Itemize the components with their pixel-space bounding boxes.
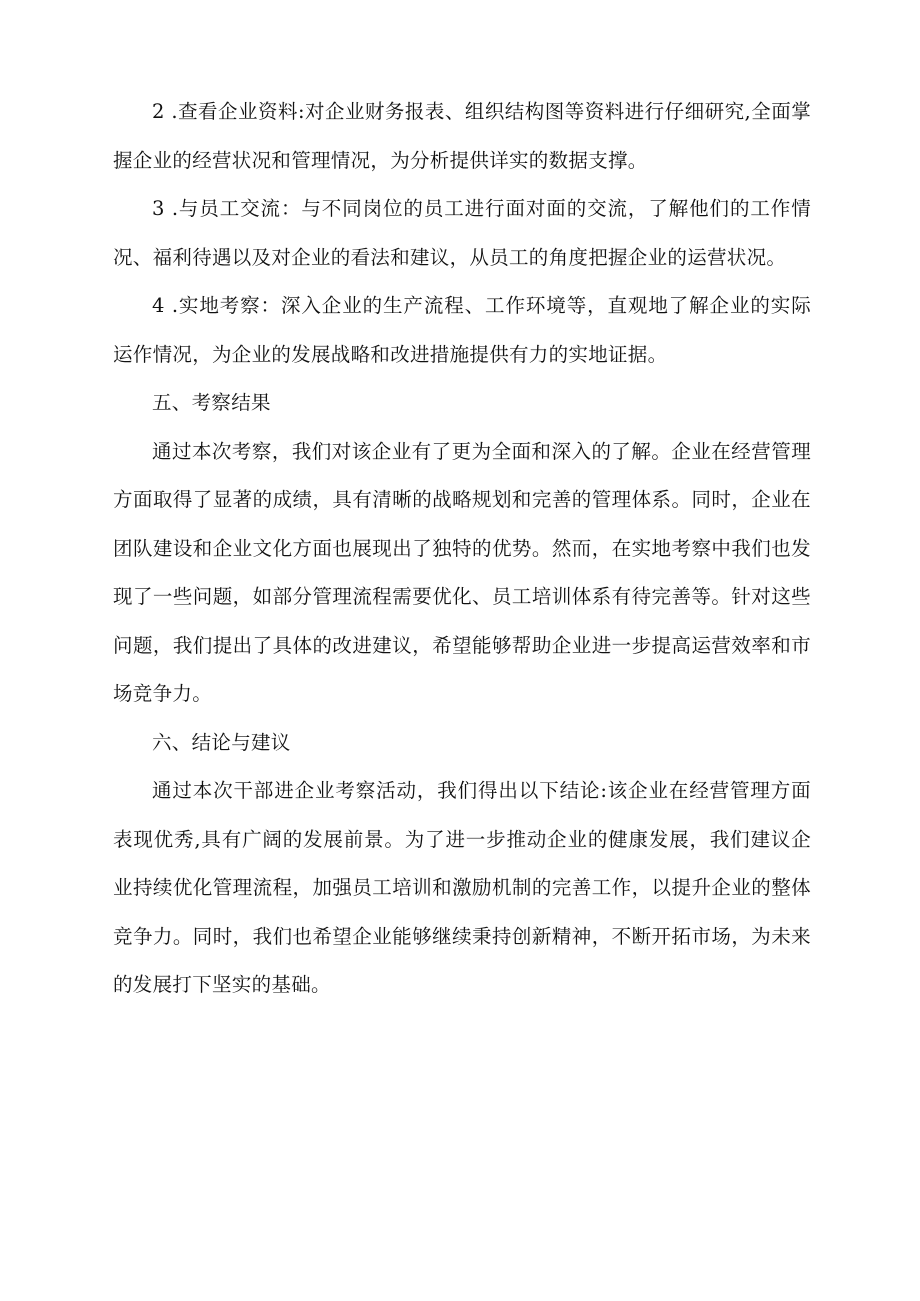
paragraph-review-materials: 2 .查看企业资料:对企业财务报表、组织结构图等资料进行仔细研究,全面掌握企业的经营状况和管理情况，为分析提供详实的数据支撑。 xyxy=(113,100,811,172)
paragraph-conclusion: 通过本次干部进企业考察活动，我们得出以下结论:该企业在经营管理方面表现优秀,具有广阔的发展前景。为了进一步推动企业的健康发展，我们建议企业持续优化管理流程，加强员工培训和激励机制的完善工作，以提升企业的整体竞争力。同时，我们也希望企业能够继续秉持创新精神，不断开拓市场，为未来的发展打下坚实的基础。 xyxy=(113,779,811,996)
paragraph-site-inspection: 4 .实地考察：深入企业的生产流程、工作环境等，直观地了解企业的实际运作情况，为企业的发展战略和改进措施提供有力的实地证据。 xyxy=(113,294,811,366)
section-heading-results: 五、考察结果 xyxy=(152,391,271,414)
document-body xyxy=(113,88,811,1010)
paragraph-results: 通过本次考察，我们对该企业有了更为全面和深入的了解。企业在经营管理方面取得了显著的成绩，具有清晰的战略规划和完善的管理体系。同时，企业在团队建设和企业文化方面也展现出了独特的优势。然而，在实地考察中我们也发现了一些问题，如部分管理流程需要优化、员工培训体系有待完善等。针对这些问题，我们提出了具体的改进建议，希望能够帮助企业进一步提高运营效率和市场竞争力。 xyxy=(113,439,811,705)
section-heading-conclusion: 六、结论与建议 xyxy=(152,730,291,754)
paragraph-employee-communication: 3 .与员工交流：与不同岗位的员工进行面对面的交流，了解他们的工作情况、福利待遇以及对企业的看法和建议，从员工的角度把握企业的运营状况。 xyxy=(113,197,811,269)
